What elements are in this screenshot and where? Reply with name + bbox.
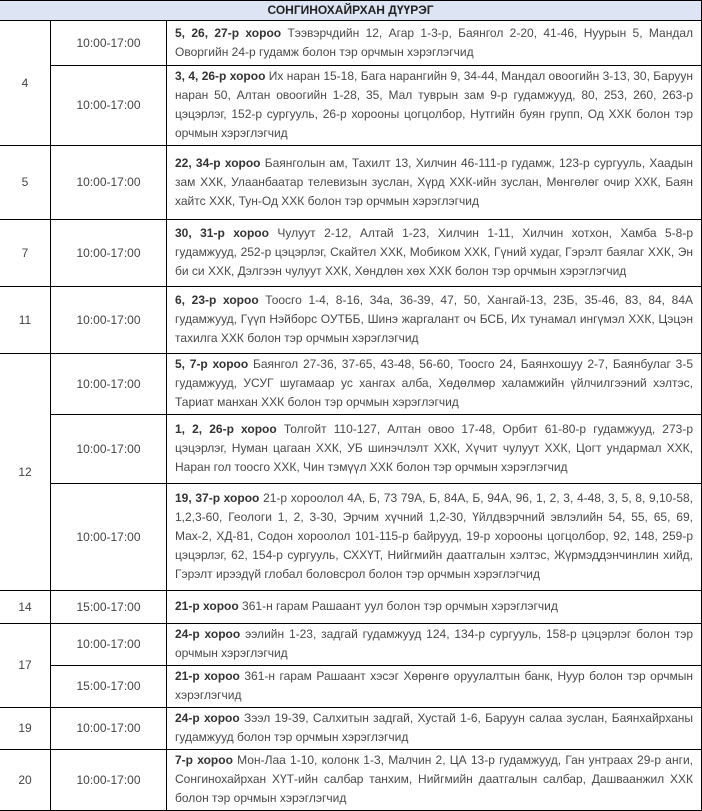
areas-text: Тээвэрчдийн 12, Агар 1-3-р, Баянгол 2-20, 41-46, Нуурын 5, Мандал Оворгийн 24-р гудамж болон тэр орчмын хэрэглэгчид <box>175 25 694 59</box>
day-cell: 4 <box>0 21 51 146</box>
table-row <box>0 666 702 708</box>
table-row <box>0 287 702 354</box>
khoroo-label: 22, 34-р хороо <box>175 155 261 170</box>
day-cell: 7 <box>0 220 51 287</box>
description-cell <box>167 624 702 666</box>
description-cell <box>167 591 702 624</box>
description-cell <box>167 354 702 415</box>
district-header-row <box>0 1 702 21</box>
time-cell: 10:00-17:00 <box>51 220 167 287</box>
table-row <box>0 591 702 624</box>
time-cell: 10:00-17:00 <box>51 484 167 591</box>
description-cell <box>167 66 702 146</box>
day-cell: 14 <box>0 591 51 624</box>
areas-text: Мон-Лаа 1-10, колонк 1-3, Малчин 2, ЦА 13-р гудамжууд, Ган унтраах 29-р анги, Сонгинохайрхан ХҮТ-ийн салбар танхим, Нийгмийн даатгалын салбар, Дашваанжил ХХК болон тэр орчмын хэрэглэгчид <box>175 753 693 805</box>
district-title: СОНГИНОХАЙРХАН ДҮҮРЭГ <box>0 1 702 21</box>
khoroo-label: 30, 31-р хороо <box>175 226 269 240</box>
table-row <box>0 750 702 811</box>
khoroo-label: 7-р хороо <box>175 753 233 767</box>
table-row <box>0 624 702 666</box>
khoroo-label: 5, 7-р хороо <box>175 357 249 371</box>
description-cell <box>167 750 702 811</box>
areas-text: 361-н гарам Рашаант хэсэг Хөрөнгө оруулалтын банк, Нуур болон тэр орчмын хэрэглэгчид <box>175 669 694 702</box>
table-row <box>0 220 702 287</box>
time-cell: 10:00-17:00 <box>51 21 167 66</box>
day-cell: 5 <box>0 146 51 220</box>
areas-text: ээлийн 1-23, задгай гудамжууд 124, 134-р сургууль, 158-р цэцэрлэг болон тэр орчмын хэрэглэгчид <box>175 627 694 660</box>
time-cell: 10:00-17:00 <box>51 750 167 811</box>
description-cell <box>167 21 702 66</box>
day-cell: 17 <box>0 624 51 708</box>
day-cell: 20 <box>0 750 51 811</box>
day-cell: 11 <box>0 287 51 354</box>
khoroo-label: 6, 23-р хороо <box>175 293 259 307</box>
khoroo-label: 3, 4, 26-р хороо <box>175 69 266 83</box>
khoroo-label: 21-р хороо <box>175 599 239 613</box>
table-row <box>0 66 702 146</box>
areas-text: Толгойт 110-127, Алтан овоо 17-48, Орбит 61-80-р гудамжууд, 273-р цэцэрлэг, Нуман цагаан ХХК, УБ шинэчлэлт ХХК, Хүчит чулуут ХХК, Цогт ундармал ХХК, Наран гол тоосго ХХК, Чин тэмүүл ХХК болон тэр орчмын хэрэглэгчид <box>175 422 693 474</box>
areas-text: 361-н гарам Рашаант уул болон тэр орчмын хэрэглэгчид <box>242 599 558 613</box>
areas-text: Тоосго 1-4, 8-16, 34а, 36-39, 47, 50, Хангай-13, 23Б, 35-46, 83, 84, 84А гудамжууд, Гүүп Нэйборс ОУТББ, Шинэ жаргалант оч БСБ, Их тунамал ингүмэл ХХК, Цэцэн тахилга ХХК болон тэр орчмын хэрэглэгчид <box>175 293 693 345</box>
time-cell: 15:00-17:00 <box>51 591 167 624</box>
areas-text: Чулуут 2-12, Алтай 1-23, Хилчин 1-11, Хилчин хотхон, Хамба 5-8-р гудамжууд, 252-р цэцэрлэг, Скайтел ХХК, Мобиком ХХК, Гүний худаг, Гэрэлт баялаг ХХК, Эн би си ХХК, Дэлгээн чулуут ХХК, Хөндлөн хөх ХХК болон тэр орчмын хэрэглэгчид <box>175 226 693 278</box>
time-cell: 10:00-17:00 <box>51 624 167 666</box>
description-cell <box>167 708 702 750</box>
time-cell: 15:00-17:00 <box>51 666 167 708</box>
day-cell: 19 <box>0 708 51 750</box>
khoroo-label: 24-р хороо <box>175 627 241 641</box>
description-cell <box>167 146 702 220</box>
khoroo-label: 24-р хороо <box>175 711 240 725</box>
khoroo-label: 21-р хороо <box>175 669 240 683</box>
areas-text: Баянгол 27-36, 37-65, 43-48, 56-60, Тоосго 24, Баянхошуу 2-7, Баянбулаг 3-5 гудамжууд, УСУГ шугамаар ус хангах алба, Хөдөлмөр халамжийн үйлчилгээний хэлтэс, Тариат манхан ХХК болон тэр орчмын хэрэглэгчид <box>175 357 693 409</box>
time-cell: 10:00-17:00 <box>51 415 167 484</box>
areas-text: Их наран 15-18, Бага нарангийн 9, 34-44, Мандал овоогийн 3-13, 30, Баруун наран 50, Алтан овоогийн 1-28, 35, Мал туврын зам 9-р гудамжууд, 80, 253, 260, 263-р цэцэрлэг, 152-р сургууль, 26-р хорооны цогцолбор, Нутгийн буян групп, Од ХХК болон тэр орчмын хэрэглэгчид <box>175 69 693 140</box>
khoroo-label: 19, 37-р хороо <box>175 491 260 505</box>
table-row <box>0 146 702 220</box>
description-cell <box>167 484 702 591</box>
time-cell: 10:00-17:00 <box>51 287 167 354</box>
areas-text: 21-р хороолол 4А, Б, 73 79А, Б, 84А, Б, 94А, 96, 1, 2, 3, 4-48, 3, 5, 8, 9,10-58, 1,2,3-60, Геологи 1, 2, 3-30, Эрчим хүчний 1,2-30, Үйлдвэрчний эвлэлийн 54, 55, 65, 69, Мах-2, ХД-81, Содон хороолол 101-115-р байрууд, 19-р хорооны цогцолбор, 92, 148, 259-р цэцэрлэг, 62, 154-р сургууль, СХХҮТ, Нийгмийн даатгалын хэлтэс, Жүрмэддэнчинлин хийд, Гэрэлт ирээдүй глобал боловсрол болон тэр орчмын хэрэглэгчид <box>175 491 694 581</box>
description-cell <box>167 415 702 484</box>
time-cell: 10:00-17:00 <box>51 708 167 750</box>
description-cell <box>167 287 702 354</box>
areas-text: Зээл 19-39, Салхитын задгай, Хустай 1-6, Баруун салаа зуслан, Баянхайрханы гудамжууд болон тэр орчмын хэрэглэгчид <box>175 711 693 744</box>
areas-text: Баянголын ам, Тахилт 13, Хилчин 46-111-р гудамж, 123-р сургууль, Хаадын зам ХХК, Улаанбаатар телевизын зуслан, Хүрд ХХК-ийн зуслан, Мөнгөлөг очир ХХК, Баян хайтс ХХК, Тун-Од ХХК болон тэр орчмын хэрэглэгчид <box>175 155 693 208</box>
table-row <box>0 415 702 484</box>
time-cell: 10:00-17:00 <box>51 146 167 220</box>
day-cell: 12 <box>0 354 51 591</box>
table-row <box>0 354 702 415</box>
khoroo-label: 1, 2, 26-р хороо <box>175 422 277 436</box>
time-cell: 10:00-17:00 <box>51 354 167 415</box>
table-row <box>0 21 702 66</box>
khoroo-label: 5, 26, 27-р хороо <box>175 25 282 40</box>
table-row <box>0 708 702 750</box>
description-cell <box>167 220 702 287</box>
time-cell: 10:00-17:00 <box>51 66 167 146</box>
table-row <box>0 484 702 591</box>
description-cell <box>167 666 702 708</box>
